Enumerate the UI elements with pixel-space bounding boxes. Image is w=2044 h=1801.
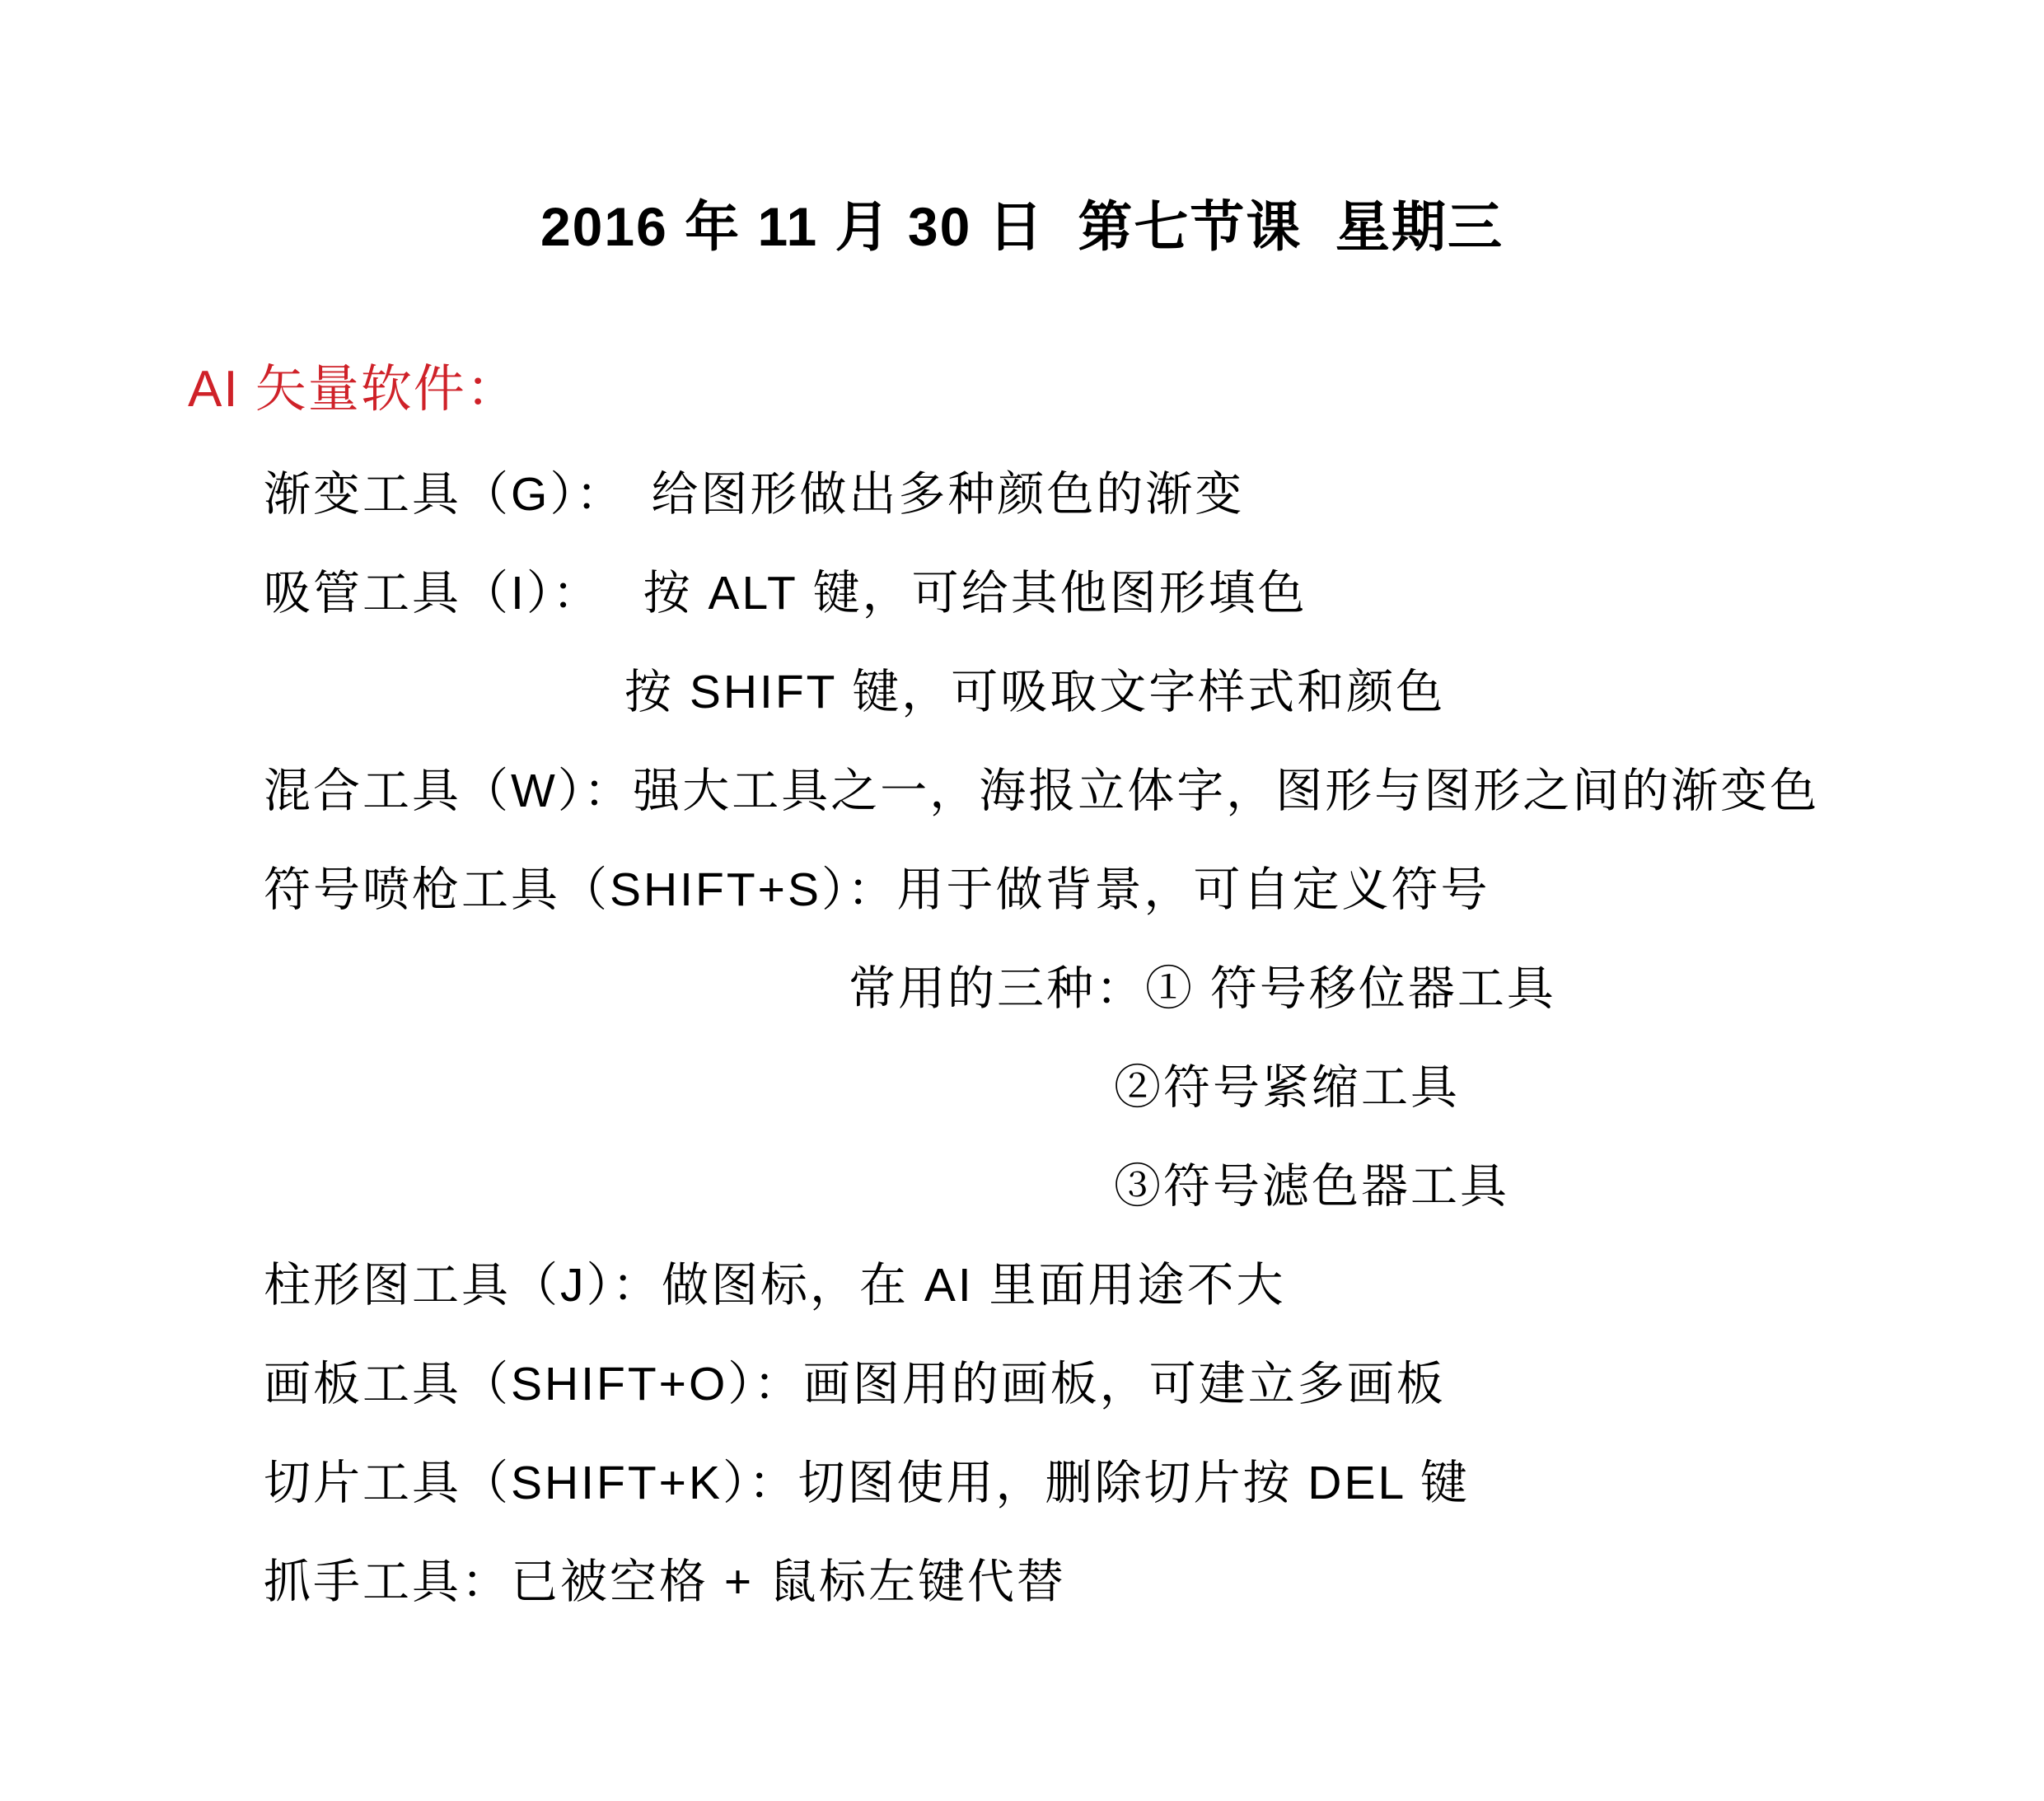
page-title: 2016 年 11 月 30 日 第七节课 星期三 (540, 196, 1504, 257)
document-line: 抓手工具：已被空格 + 鼠标左键代替 (264, 1555, 1066, 1608)
document-line: ③符号滤色器工具 (1114, 1160, 1509, 1213)
document-line: 渐变工具（G）： 给图形做出多种颜色的渐变 (264, 468, 1245, 521)
document-line: 混合工具（W）：强大工具之一，海报立体字，图形与图形之间的渐变色 (264, 765, 1820, 817)
document-line: ②符号紧缩工具 (1114, 1061, 1460, 1114)
document-body (0, 445, 2044, 1631)
document-line: 吸管工具（I）： 按 ALT 键，可给其他图形填色 (264, 567, 1307, 620)
document-line: 符号喷枪工具（SHIFT+S）：用于做背景，可自定义符号 (264, 863, 1490, 916)
document-line: 按 SHIFT 键，可吸取文字样式和颜色 (624, 666, 1446, 718)
section-heading: AI 矢量软件： (188, 361, 519, 418)
document-line: 画板工具（SHIFT+O）：画图用的画板，可建立多画板 (264, 1358, 1446, 1410)
document-line: 柱形图工具（J）：做图标，在 AI 里面用途不大 (264, 1259, 1286, 1312)
document-line: 切片工具（SHIFT+K）：切图使用，删除切片按 DEL 键 (264, 1457, 1470, 1509)
document-line: 常用的三种：① 符号移位器工具 (849, 962, 1556, 1015)
